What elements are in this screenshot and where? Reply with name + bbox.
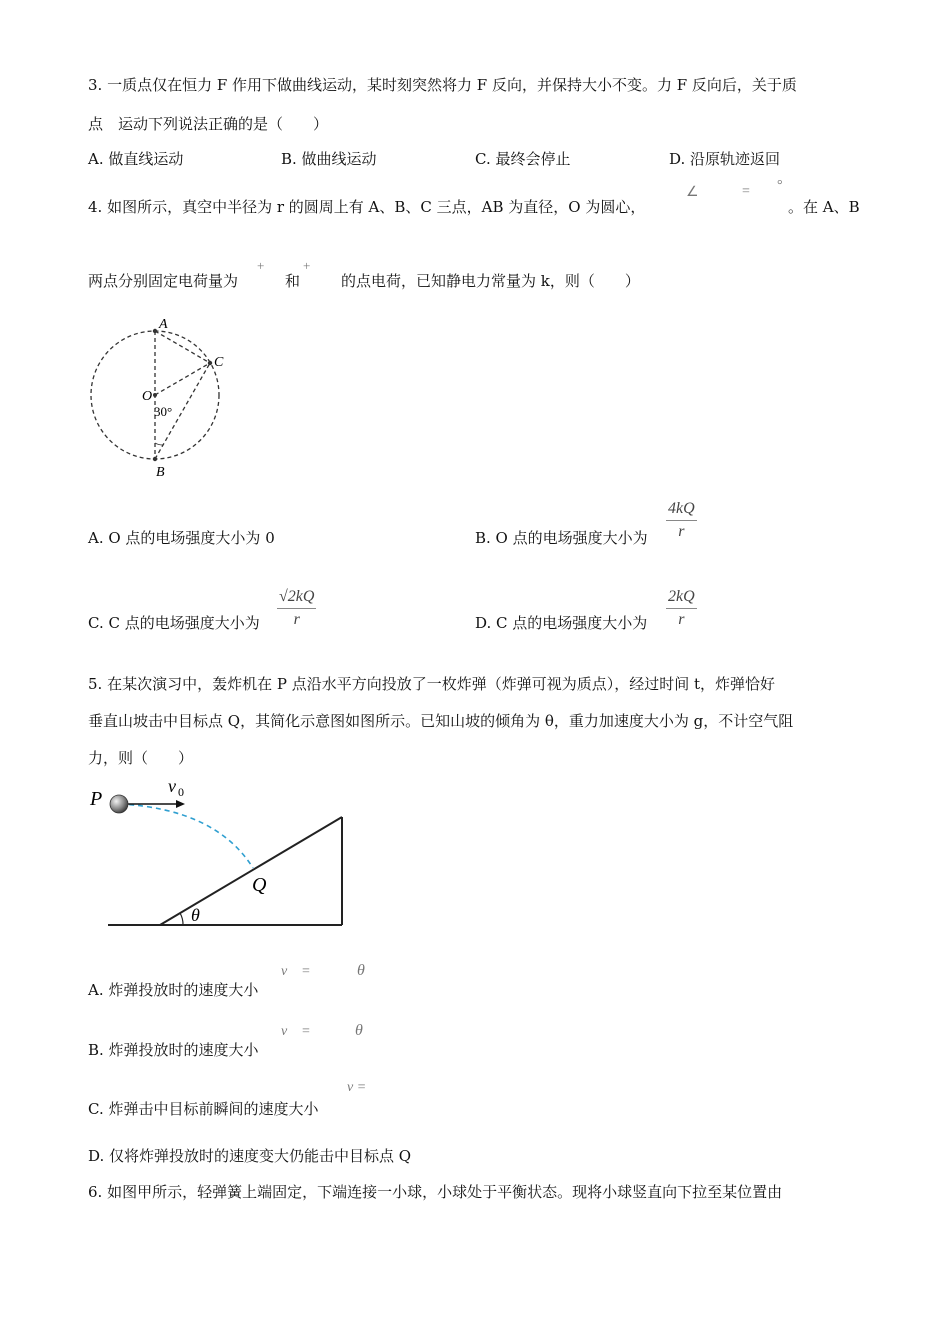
q5-slope-figure (86, 774, 356, 934)
label-b: B (156, 465, 165, 480)
slope-line (160, 817, 342, 925)
point-b (153, 457, 157, 461)
q5-option-a-v: v (281, 964, 288, 979)
q4-stem-line1-end: 。在 A、B (788, 198, 860, 216)
label-v: v (168, 776, 176, 796)
q5-option-a: A. 炸弹投放时的速度大小 (88, 981, 259, 999)
q5-option-b-theta: θ (355, 1022, 363, 1039)
angle-arc (155, 443, 163, 445)
q4-fraction-c (277, 588, 316, 629)
point-a (153, 329, 157, 333)
q3-stem-line1: 3. 一质点仅在恒力 F 作用下做曲线运动，某时刻突然将力 F 反向，并保持大小不变。力 F 反向后，关于质 (88, 76, 797, 94)
q5-stem-line2: 垂直山坡击中目标点 Q，其简化示意图如图所示。已知山坡的倾角为 θ，重力加速度大小为 g，不计空气阻 (88, 712, 794, 730)
q5-stem-line1: 5. 在某次演习中，轰炸机在 P 点沿水平方向投放了一枚炸弹（炸弹可视为质点），经过时间 t，炸弹恰好 (88, 675, 776, 693)
q4-fraction-d-den: r (678, 611, 685, 628)
q3-stem-line2: 点 运动下列说法正确的是（ ） (88, 115, 329, 133)
label-o: O (142, 389, 153, 404)
q3-option-a: A. 做直线运动 (88, 150, 184, 168)
q4-circle-figure (84, 312, 244, 484)
velocity-arrowhead (176, 800, 185, 808)
q4-stem-line2-b: 的点电荷，已知静电力常量为 k，则（ ） (341, 272, 640, 290)
q4-fraction-c-den: r (293, 611, 300, 628)
q5-option-b: B. 炸弹投放时的速度大小 (88, 1041, 259, 1059)
q5-option-c: C. 炸弹击中目标前瞬间的速度大小 (88, 1100, 319, 1118)
q5-option-a-theta: θ (357, 962, 365, 979)
point-c (208, 361, 212, 365)
q4-fraction-d-num: 2kQ (666, 588, 697, 609)
q4-fraction-c-num: √2kQ (277, 588, 316, 609)
point-o (153, 393, 157, 397)
q4-option-c: C. C 点的电场强度大小为 (88, 614, 260, 632)
q4-equals-symbol: = (742, 184, 750, 199)
chord-ac (155, 331, 210, 363)
label-q: Q (252, 874, 267, 896)
label-theta: θ (191, 905, 200, 925)
q3-option-b: B. 做曲线运动 (281, 150, 377, 168)
q6-stem-line1: 6. 如图甲所示，轻弹簧上端固定，下端连接一小球，小球处于平衡状态。现将小球竖直向下拉至某位置由 (88, 1183, 783, 1201)
q5-option-a-eq: = (302, 964, 310, 979)
trajectory-curve (120, 804, 253, 868)
q4-option-a: A. O 点的电场强度大小为 0 (88, 529, 275, 547)
q4-option-b: B. O 点的电场强度大小为 (475, 529, 648, 547)
q4-fraction-b (666, 500, 697, 541)
q4-stem-line2-a: 两点分别固定电荷量为 (88, 272, 239, 290)
q3-option-d: D. 沿原轨迹返回 (669, 150, 781, 168)
label-v-sub: 0 (178, 785, 184, 799)
q3-option-c: C. 最终会停止 (475, 150, 571, 168)
q4-option-d: D. C 点的电场强度大小为 (475, 614, 648, 632)
q4-fraction-b-den: r (678, 523, 685, 540)
label-c: C (214, 355, 224, 370)
q4-fraction-d (666, 588, 697, 629)
q5-option-d: D. 仅将炸弹投放时的速度变大仍能击中目标点 Q (88, 1147, 412, 1165)
q4-stem-line1: 4. 如图所示，真空中半径为 r 的圆周上有 A、B、C 三点，AB 为直径，O 为圆心， (88, 198, 646, 216)
label-p: P (90, 788, 103, 810)
radius-oc (155, 363, 210, 395)
q4-angle-symbol: ∠ (686, 185, 699, 200)
q4-plus-1: + (257, 258, 265, 273)
q5-option-c-v: v = (347, 1080, 367, 1095)
q4-stem-line2-and: 和 (285, 272, 301, 290)
q4-degree-symbol: ° (777, 178, 783, 193)
bomb-ball (110, 795, 128, 813)
theta-arc (180, 913, 183, 925)
q5-stem-line3: 力，则（ ） (88, 749, 194, 767)
label-angle: 30° (154, 404, 173, 419)
label-a: A (159, 317, 168, 332)
q4-fraction-b-num: 4kQ (666, 500, 697, 521)
q4-plus-2: + (303, 258, 311, 273)
q5-option-b-eq: = (302, 1024, 310, 1039)
q5-option-b-v: v (281, 1024, 288, 1039)
